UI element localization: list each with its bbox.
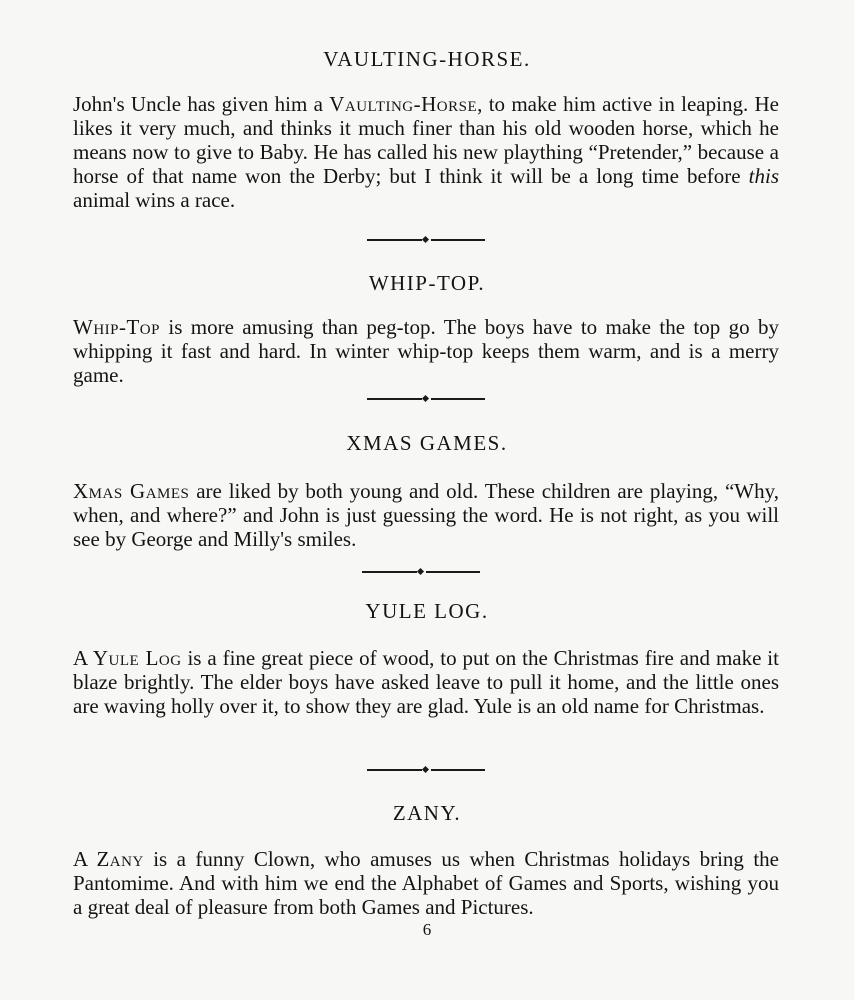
section-divider	[367, 764, 485, 776]
section-body-zany	[73, 847, 779, 919]
body-term: Vaulting-Horse	[329, 92, 478, 116]
body-term: Yule Log	[92, 646, 182, 670]
body-lead: A	[73, 847, 97, 871]
section-divider	[367, 393, 485, 405]
body-tail: is a fine great piece of wood, to put on the Christmas fire and make it blaze brightly. The elder boys have asked leave to pull it home, and the little ones are waving holly over it, to show they are glad. Yule is an old name for Christmas.	[73, 646, 779, 718]
body-tail: animal wins a race.	[73, 188, 236, 212]
section-body-xmas-games	[73, 479, 779, 551]
section-divider	[362, 566, 480, 578]
section-title-whip-top: WHIP-TOP.	[368, 271, 486, 295]
body-tail: is a funny Clown, who amuses us when Christmas holidays bring the Pantomime. And with him we end the Alphabet of Games and Sports, wishing you a great deal of pleasure from both Games and Pictures.	[73, 847, 779, 919]
body-term: Zany	[96, 847, 144, 871]
body-tail: is more amusing than peg-top. The boys have to make the top go by whipping it fast and hard. In winter whip-top keeps them warm, and is a merry game.	[73, 315, 779, 387]
body-lead: John's Uncle has given him a	[73, 92, 330, 116]
section-title-vaulting-horse: VAULTING-HORSE.	[323, 47, 531, 71]
body-term: Xmas Games	[73, 479, 190, 503]
body-term: Whip-Top	[73, 315, 160, 339]
body-mid: , to make him active in leaping. He likes it very much, and thinks it much finer than his old wooden horse, which he means now to give to Baby. He has called his new plaything “Pretender,” because a horse of that name won the Derby; but I think it will be a long time before	[73, 92, 779, 188]
section-body-vaulting-horse	[73, 92, 779, 212]
body-tail: are liked by both young and old. These children are playing, “Why, when, and where?” and John is just guessing the word. He is not right, as you will see by George and Milly's smiles.	[73, 479, 779, 551]
section-title-yule-log: YULE LOG.	[365, 599, 489, 623]
body-italic: this	[748, 164, 779, 188]
body-lead: A	[73, 646, 93, 670]
page-number: 6	[422, 920, 432, 939]
section-body-whip-top	[73, 315, 779, 387]
section-title-xmas-games: XMAS GAMES.	[346, 431, 508, 455]
section-divider	[367, 234, 485, 246]
section-body-yule-log	[73, 646, 779, 718]
section-title-zany: ZANY.	[392, 801, 462, 825]
